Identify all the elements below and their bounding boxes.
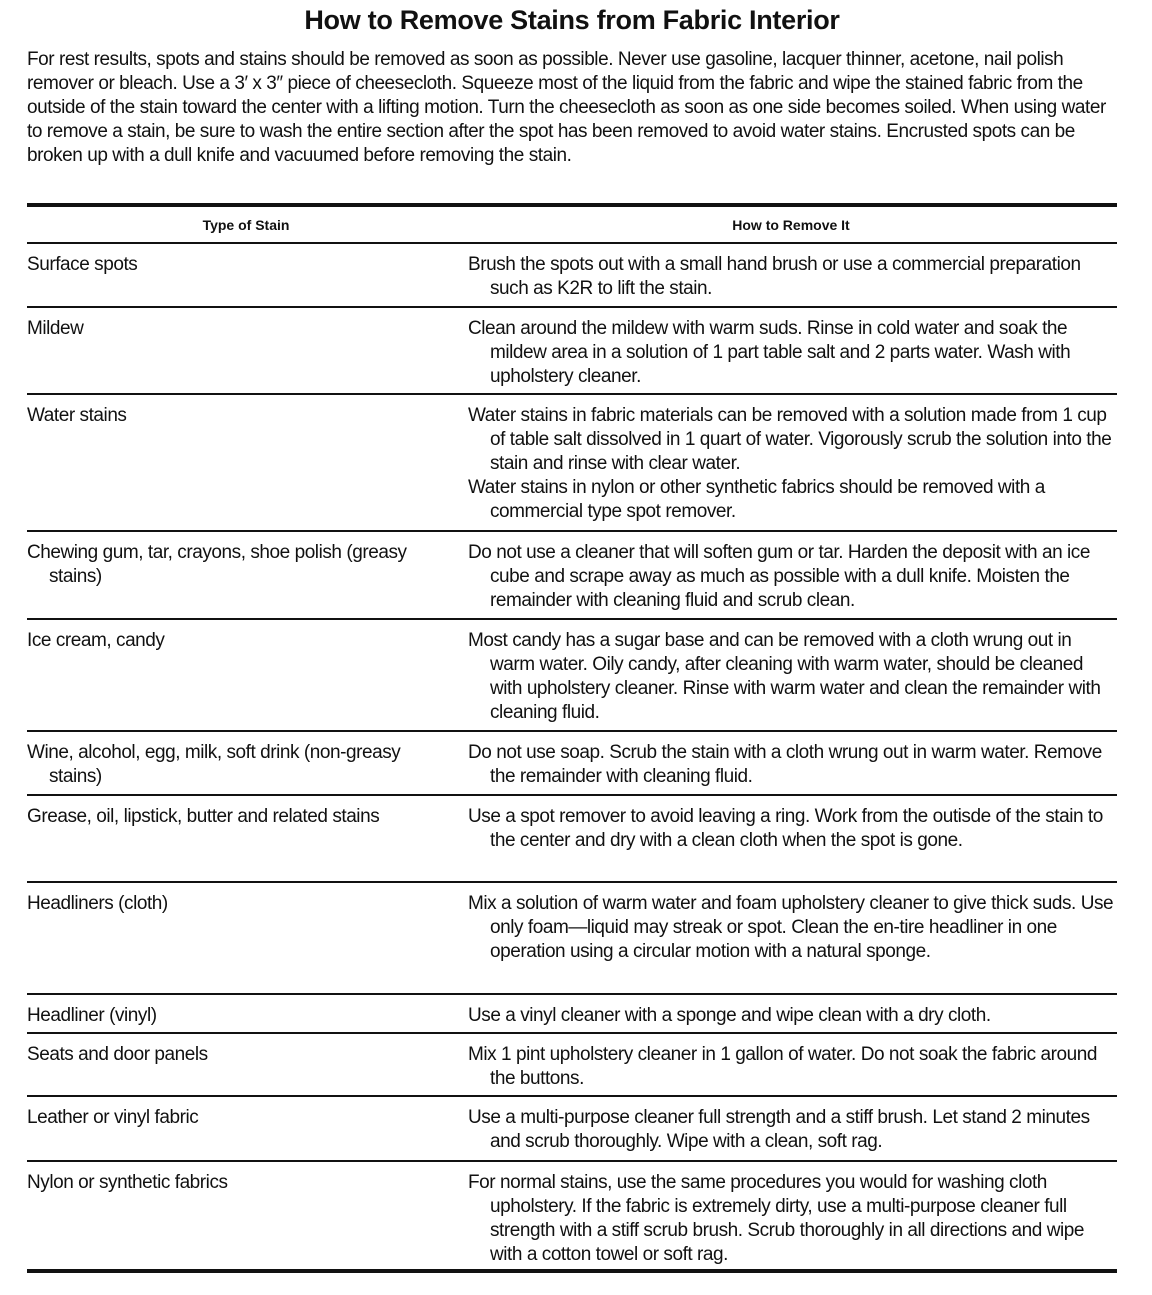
intro-paragraph: For rest results, spots and stains should be removed as soon as possible. Never use gasoline, lacquer thinner, acetone, nail polish remover or bleach. Use a 3′ x 3″ piece of cheesecloth. Squeeze most of the liquid from the fabric and wipe the stained fabric from the outside of the stain toward the center with a lifting motion. Turn the cheesecloth as soon as one side becomes soiled. When using water to remove a stain, be sure to wash the entire section after the spot has been removed to avoid water stains. Encrusted spots can be broken up with a dull knife and vacuumed before removing the stain. (27, 49, 1106, 166)
removal-method-text: Use a spot remover to avoid leaving a ring. Work from the outisde of the stain to the center and dry with a clean cloth when the spot is gone. (468, 806, 1103, 851)
stain-type-text: Seats and door panels (27, 1044, 208, 1065)
document-page (27, 0, 1117, 1273)
stain-type-text: Chewing gum, tar, crayons, shoe polish (greasy stains) (27, 542, 407, 587)
stain-type-cell (27, 253, 465, 306)
stain-type-cell (27, 741, 465, 794)
removal-method-text: Water stains in fabric materials can be removed with a solution made from 1 cup of table salt dissolved in 1 quart of water. Vigorously scrub the solution into the stain and rinse with clear water. (468, 405, 1112, 474)
table-row (27, 995, 1117, 1034)
removal-method-text: Mix 1 pint upholstery cleaner in 1 gallon of water. Do not soak the fabric around the buttons. (468, 1044, 1097, 1089)
stain-type-text: Wine, alcohol, egg, milk, soft drink (non-greasy stains) (27, 742, 401, 787)
stain-type-cell (27, 1004, 465, 1032)
stain-type-text: Water stains (27, 405, 127, 426)
removal-method-text: Water stains in nylon or other synthetic fabrics should be removed with a commercial type spot remover. (468, 477, 1045, 522)
stain-type-text: Grease, oil, lipstick, butter and related stains (27, 806, 380, 827)
stain-type-cell (27, 541, 465, 618)
removal-method-cell (465, 253, 1117, 306)
stain-type-cell (27, 317, 465, 393)
table-row (27, 796, 1117, 883)
stain-type-text: Headliner (vinyl) (27, 1005, 157, 1026)
table-row (27, 1162, 1117, 1269)
removal-method-cell (465, 317, 1117, 393)
removal-method-text: Clean around the mildew with warm suds. Rinse in cold water and soak the mildew area in a solution of 1 part table salt and 2 parts water. Wash with upholstery cleaner. (468, 318, 1071, 387)
stain-type-cell (27, 1106, 465, 1160)
table-row (27, 308, 1117, 395)
stain-type-text: Nylon or synthetic fabrics (27, 1172, 228, 1193)
removal-method-text: For normal stains, use the same procedures you would for washing cloth upholstery. If the fabric is extremely dirty, use a multi-purpose cleaner full strength with a stiff scrub brush. Scrub thoroughly in all directions and wipe with a cotton towel or soft rag. (468, 1172, 1084, 1265)
stain-type-text: Leather or vinyl fabric (27, 1107, 199, 1128)
removal-method-cell (465, 404, 1117, 530)
removal-method-cell (465, 1043, 1117, 1095)
table-row (27, 1034, 1117, 1097)
stain-type-cell (27, 1043, 465, 1095)
removal-method-cell (465, 1171, 1117, 1269)
stain-type-cell (27, 1171, 465, 1269)
removal-method-text: Most candy has a sugar base and can be removed with a cloth wrung out in warm water. Oily candy, after cleaning with warm water, should be cleaned with upholstery cleaner. Rinse with warm water and clean the remainder with cleaning fluid. (468, 630, 1101, 723)
removal-method-cell (465, 629, 1117, 730)
table-row (27, 883, 1117, 995)
removal-method-cell (465, 741, 1117, 794)
table-header (27, 207, 1117, 244)
stain-type-text: Ice cream, candy (27, 630, 165, 651)
removal-method-text: Do not use a cleaner that will soften gum or tar. Harden the deposit with an ice cube and scrape away as much as possible with a dull knife. Moisten the remainder with cleaning fluid and scrub clean. (468, 542, 1090, 611)
removal-method-cell (465, 1106, 1117, 1160)
stain-type-cell (27, 629, 465, 730)
stain-type-text: Mildew (27, 318, 84, 339)
removal-method-cell (465, 541, 1117, 618)
removal-method-text: Use a vinyl cleaner with a sponge and wipe clean with a dry cloth. (468, 1005, 991, 1026)
stain-type-text: Surface spots (27, 254, 138, 275)
table-row (27, 1097, 1117, 1162)
document-title: How to Remove Stains from Fabric Interior (304, 5, 840, 35)
table-row (27, 244, 1117, 308)
removal-method-text: Brush the spots out with a small hand brush or use a commercial preparation such as K2R to lift the stain. (468, 254, 1081, 299)
column-header-type-of-stain: Type of Stain (202, 216, 290, 233)
table-row (27, 532, 1117, 620)
removal-method-text: Use a multi-purpose cleaner full strength and a stiff brush. Let stand 2 minutes and scrub thoroughly. Wipe with a clean, soft rag. (468, 1107, 1090, 1152)
removal-method-cell (465, 892, 1117, 993)
table-body (27, 244, 1117, 1269)
stain-type-cell (27, 805, 465, 881)
table-row (27, 395, 1117, 532)
column-header-how-to-remove: How to Remove It (732, 216, 850, 233)
stain-type-cell (27, 404, 465, 530)
table-row (27, 620, 1117, 732)
removal-method-cell (465, 805, 1117, 881)
stain-removal-table (27, 203, 1117, 1273)
removal-method-text: Do not use soap. Scrub the stain with a cloth wrung out in warm water. Remove the remainder with cleaning fluid. (468, 742, 1102, 787)
stain-type-text: Headliners (cloth) (27, 893, 168, 914)
removal-method-cell (465, 1004, 1117, 1032)
removal-method-text: Mix a solution of warm water and foam upholstery cleaner to give thick suds. Use only foam—liquid may streak or spot. Clean the en-tire headliner in one operation using a circular motion with a natural sponge. (468, 893, 1114, 962)
table-row (27, 732, 1117, 796)
stain-type-cell (27, 892, 465, 993)
